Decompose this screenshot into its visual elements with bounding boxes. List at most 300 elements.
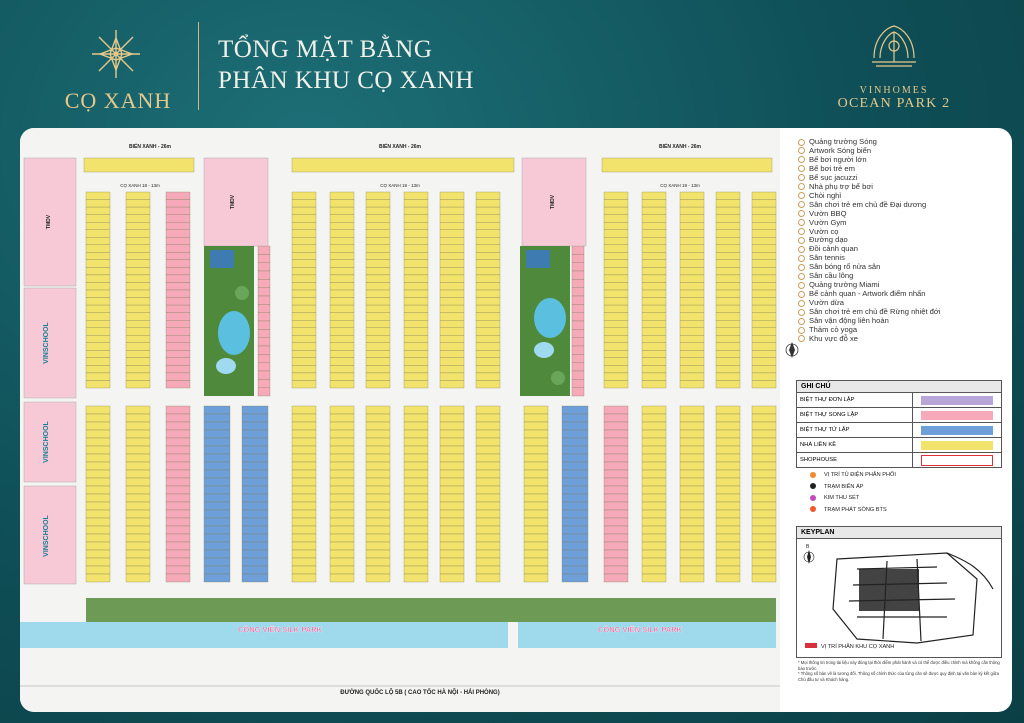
lot: [366, 462, 390, 470]
lot: [292, 446, 316, 454]
lot: [126, 574, 150, 582]
lot: [642, 454, 666, 462]
lot: [166, 454, 190, 462]
lot: [330, 446, 354, 454]
lot: [680, 320, 704, 328]
lot: [440, 365, 464, 373]
lot: [642, 298, 666, 306]
lot: [752, 478, 776, 486]
lot: [166, 358, 190, 366]
lot: [716, 350, 740, 358]
amenity-marker-icon: [798, 318, 805, 325]
lot: [404, 422, 428, 430]
lot: [330, 200, 354, 208]
lot: [680, 200, 704, 208]
lot: [126, 275, 150, 283]
lot: [292, 350, 316, 358]
lot: [366, 534, 390, 542]
lot: [440, 207, 464, 215]
lot: [680, 574, 704, 582]
lot: [166, 550, 190, 558]
lot: [126, 320, 150, 328]
lot: [204, 446, 230, 454]
lot: [366, 494, 390, 502]
lot: [524, 406, 548, 414]
lot: [440, 462, 464, 470]
lot: [440, 380, 464, 388]
lot: [572, 279, 584, 287]
amenity-legend: [798, 138, 1004, 344]
lot: [330, 290, 354, 298]
lot: [330, 566, 354, 574]
legend-row: [797, 423, 1001, 438]
lot: [642, 290, 666, 298]
lot: [476, 275, 500, 283]
lot: [404, 252, 428, 260]
lot: [752, 550, 776, 558]
lot: [86, 343, 110, 351]
lot-column: [126, 406, 150, 582]
lot: [258, 379, 270, 387]
lot: [166, 542, 190, 550]
lot: [86, 298, 110, 306]
lot: [330, 298, 354, 306]
lot: [716, 454, 740, 462]
lot: [524, 470, 548, 478]
tmdv-plot-mid: [204, 158, 268, 246]
lot: [476, 534, 500, 542]
lot: [476, 373, 500, 381]
lot: [204, 566, 230, 574]
lot: [204, 510, 230, 518]
lot: [204, 534, 230, 542]
lot: [752, 328, 776, 336]
lot: [476, 446, 500, 454]
lot: [476, 454, 500, 462]
lot: [752, 486, 776, 494]
lot: [752, 192, 776, 200]
lot: [604, 566, 628, 574]
lot: [330, 526, 354, 534]
lot: [292, 542, 316, 550]
lot: [604, 430, 628, 438]
keyplan-compass-letter: B: [806, 544, 810, 550]
lot: [562, 574, 588, 582]
lot: [330, 305, 354, 313]
lot: [716, 518, 740, 526]
lot-column: [242, 406, 268, 582]
lot: [404, 462, 428, 470]
lot: [404, 430, 428, 438]
lot: [126, 454, 150, 462]
lot: [330, 282, 354, 290]
lot: [476, 305, 500, 313]
vinschool-label-1: VINSCHOOL: [43, 322, 50, 364]
lot: [524, 478, 548, 486]
lot: [440, 558, 464, 566]
lot: [716, 373, 740, 381]
lot: [126, 542, 150, 550]
lot: [476, 518, 500, 526]
lot: [716, 510, 740, 518]
lot: [440, 313, 464, 321]
amenity-label: Sân chơi trẻ em chủ đề Rừng nhiệt đới: [809, 307, 941, 317]
lot: [562, 470, 588, 478]
lot: [716, 470, 740, 478]
lot: [204, 462, 230, 470]
lot: [242, 558, 268, 566]
lot: [440, 252, 464, 260]
lot: [86, 446, 110, 454]
lot: [716, 320, 740, 328]
lot: [366, 298, 390, 306]
lot: [242, 502, 268, 510]
lot: [476, 365, 500, 373]
lot: [86, 574, 110, 582]
key-symbol-icon: [810, 495, 816, 501]
lot: [86, 313, 110, 321]
lot: [292, 518, 316, 526]
lot: [680, 222, 704, 230]
lot: [680, 237, 704, 245]
lot: [716, 478, 740, 486]
lot: [716, 215, 740, 223]
lot: [330, 406, 354, 414]
lot: [752, 260, 776, 268]
lot: [752, 320, 776, 328]
lot: [404, 365, 428, 373]
ghi-chu-title: GHI CHÚ: [797, 381, 1001, 393]
lot: [166, 510, 190, 518]
lot: [642, 542, 666, 550]
lot: [166, 438, 190, 446]
logo-text: CỌ XANH: [64, 88, 172, 113]
lot: [204, 518, 230, 526]
lot: [242, 566, 268, 574]
lot: [404, 542, 428, 550]
lot: [166, 252, 190, 260]
lot: [680, 534, 704, 542]
header-divider: [198, 22, 199, 110]
lot: [242, 494, 268, 502]
lot: [476, 350, 500, 358]
lot: [642, 373, 666, 381]
lot: [166, 298, 190, 306]
lot: [86, 510, 110, 518]
lot: [604, 406, 628, 414]
lot: [166, 192, 190, 200]
lot: [126, 414, 150, 422]
lot-column: [680, 406, 704, 582]
lot: [366, 245, 390, 253]
lot: [404, 550, 428, 558]
lot: [642, 200, 666, 208]
lot: [126, 343, 150, 351]
lot: [680, 282, 704, 290]
lot: [440, 542, 464, 550]
lot: [204, 502, 230, 510]
lot: [572, 338, 584, 346]
lot: [680, 267, 704, 275]
lot: [572, 388, 584, 396]
lot: [604, 470, 628, 478]
lot: [242, 446, 268, 454]
lot: [366, 267, 390, 275]
lot: [562, 454, 588, 462]
amenity-marker-icon: [798, 210, 805, 217]
lot: [572, 246, 584, 254]
lot: [292, 320, 316, 328]
lot: [292, 380, 316, 388]
lot: [404, 494, 428, 502]
lot: [604, 230, 628, 238]
lot: [680, 350, 704, 358]
lot: [642, 192, 666, 200]
lot-column: [476, 192, 500, 388]
lot: [366, 510, 390, 518]
lot: [366, 486, 390, 494]
road-bien-xanh-mid: BIỂN XANH - 26m: [379, 144, 421, 150]
lot: [716, 486, 740, 494]
lot: [716, 574, 740, 582]
lot: [680, 502, 704, 510]
lot: [476, 230, 500, 238]
lot-column: [404, 192, 428, 388]
lot: [292, 566, 316, 574]
lot: [716, 462, 740, 470]
road-bien-xanh-left: BIỂN XANH - 26m: [129, 144, 171, 150]
lot: [604, 502, 628, 510]
lot: [404, 313, 428, 321]
lot: [642, 462, 666, 470]
amenity-label: Sân bóng rổ nửa sân: [809, 262, 881, 272]
lot: [242, 438, 268, 446]
lot: [292, 526, 316, 534]
amenity-marker-icon: [798, 255, 805, 262]
lot: [572, 304, 584, 312]
amenity-label: Chòi nghỉ: [809, 190, 842, 200]
lot: [86, 518, 110, 526]
lot: [562, 446, 588, 454]
lot: [330, 252, 354, 260]
lot-column: [476, 406, 500, 582]
lot: [242, 510, 268, 518]
key-item: [810, 493, 1000, 505]
lot: [292, 335, 316, 343]
lot: [166, 430, 190, 438]
lot: [524, 566, 548, 574]
lot: [86, 438, 110, 446]
amenity-label: Sân vận động liên hoàn: [809, 316, 889, 326]
lot: [330, 550, 354, 558]
lot: [86, 380, 110, 388]
lot: [86, 462, 110, 470]
lot: [330, 230, 354, 238]
lot: [204, 574, 230, 582]
lot: [752, 200, 776, 208]
lot: [562, 542, 588, 550]
master-plan-panel: [20, 128, 1012, 712]
lot: [604, 494, 628, 502]
lot: [642, 574, 666, 582]
key-label: TRẠM PHÁT SÓNG BTS: [824, 506, 887, 513]
lot: [524, 542, 548, 550]
lot: [440, 222, 464, 230]
lot: [86, 328, 110, 336]
lot: [366, 438, 390, 446]
lot: [440, 305, 464, 313]
vinschool-plot-3: [24, 486, 76, 584]
lot: [242, 550, 268, 558]
lot: [752, 414, 776, 422]
amenity-marker-icon: [798, 228, 805, 235]
lot: [292, 245, 316, 253]
lot: [440, 454, 464, 462]
lot: [404, 320, 428, 328]
lot: [330, 502, 354, 510]
lot: [752, 566, 776, 574]
lot: [476, 328, 500, 336]
lot: [524, 574, 548, 582]
lot: [404, 328, 428, 336]
star-logo-icon: [90, 28, 142, 80]
amenity-marker-icon: [798, 264, 805, 271]
lot: [642, 558, 666, 566]
lot: [330, 313, 354, 321]
lot: [680, 470, 704, 478]
lot: [604, 454, 628, 462]
lot: [716, 335, 740, 343]
lot: [330, 215, 354, 223]
lot: [166, 406, 190, 414]
title-line-1: TỔNG MẶT BẰNG: [218, 36, 433, 63]
lot: [716, 282, 740, 290]
lot: [562, 478, 588, 486]
lot: [204, 486, 230, 494]
lot: [404, 446, 428, 454]
lot: [330, 358, 354, 366]
lot: [126, 430, 150, 438]
lot: [562, 462, 588, 470]
lot: [258, 371, 270, 379]
lot: [86, 305, 110, 313]
lot: [86, 534, 110, 542]
keyplan-map: [797, 539, 999, 651]
lot: [440, 358, 464, 366]
lot: [258, 321, 270, 329]
lot: [524, 486, 548, 494]
lot: [166, 305, 190, 313]
lot: [86, 275, 110, 283]
lot: [242, 430, 268, 438]
lot-column: [292, 192, 316, 388]
lot: [752, 454, 776, 462]
lot: [126, 486, 150, 494]
lot: [366, 518, 390, 526]
lot: [86, 550, 110, 558]
lot: [752, 313, 776, 321]
key-item: [810, 470, 1000, 482]
lot: [404, 290, 428, 298]
lot: [680, 298, 704, 306]
lot: [680, 510, 704, 518]
lot: [86, 558, 110, 566]
lot: [716, 343, 740, 351]
lot: [642, 550, 666, 558]
lot: [604, 215, 628, 223]
lot: [366, 574, 390, 582]
lot: [242, 462, 268, 470]
lot: [204, 494, 230, 502]
lot: [524, 422, 548, 430]
lot: [242, 518, 268, 526]
lot: [524, 430, 548, 438]
lot: [126, 406, 150, 414]
lot: [604, 358, 628, 366]
lot: [440, 343, 464, 351]
amenity-marker-icon: [798, 192, 805, 199]
lot-column: [292, 406, 316, 582]
lot: [292, 510, 316, 518]
amenity-marker-icon: [798, 327, 805, 334]
road-co-xanh-19-mid: CỌ XANH 19 - 13m: [380, 183, 420, 188]
lot: [752, 406, 776, 414]
lot: [476, 335, 500, 343]
lot: [86, 200, 110, 208]
lot: [440, 478, 464, 486]
lot: [126, 373, 150, 381]
lot: [126, 510, 150, 518]
lot: [524, 550, 548, 558]
lot: [258, 288, 270, 296]
lot: [366, 422, 390, 430]
legend-swatch: [921, 441, 993, 450]
lot: [642, 510, 666, 518]
lot: [680, 518, 704, 526]
lot: [292, 462, 316, 470]
lot: [330, 462, 354, 470]
amenity-marker-icon: [798, 237, 805, 244]
lot: [476, 478, 500, 486]
brand-vinhomes: VINHOMES: [859, 85, 929, 96]
lot: [126, 462, 150, 470]
lot: [86, 566, 110, 574]
lot: [166, 478, 190, 486]
lot: [366, 237, 390, 245]
lot: [524, 518, 548, 526]
lot: [404, 358, 428, 366]
lot: [166, 200, 190, 208]
lot-column: [572, 246, 584, 396]
lot: [642, 222, 666, 230]
lot: [752, 510, 776, 518]
lot: [258, 338, 270, 346]
lot: [86, 365, 110, 373]
amenity-label: Bể bơi trẻ em: [809, 163, 855, 173]
lot: [330, 518, 354, 526]
vinhomes-crest-icon: [864, 18, 924, 78]
lot: [604, 222, 628, 230]
key-symbol-icon: [810, 472, 816, 478]
lot-column: [84, 158, 194, 172]
lot: [166, 222, 190, 230]
lot: [524, 438, 548, 446]
lot: [366, 192, 390, 200]
lot: [642, 380, 666, 388]
lot: [476, 470, 500, 478]
lot: [562, 494, 588, 502]
lot: [440, 350, 464, 358]
